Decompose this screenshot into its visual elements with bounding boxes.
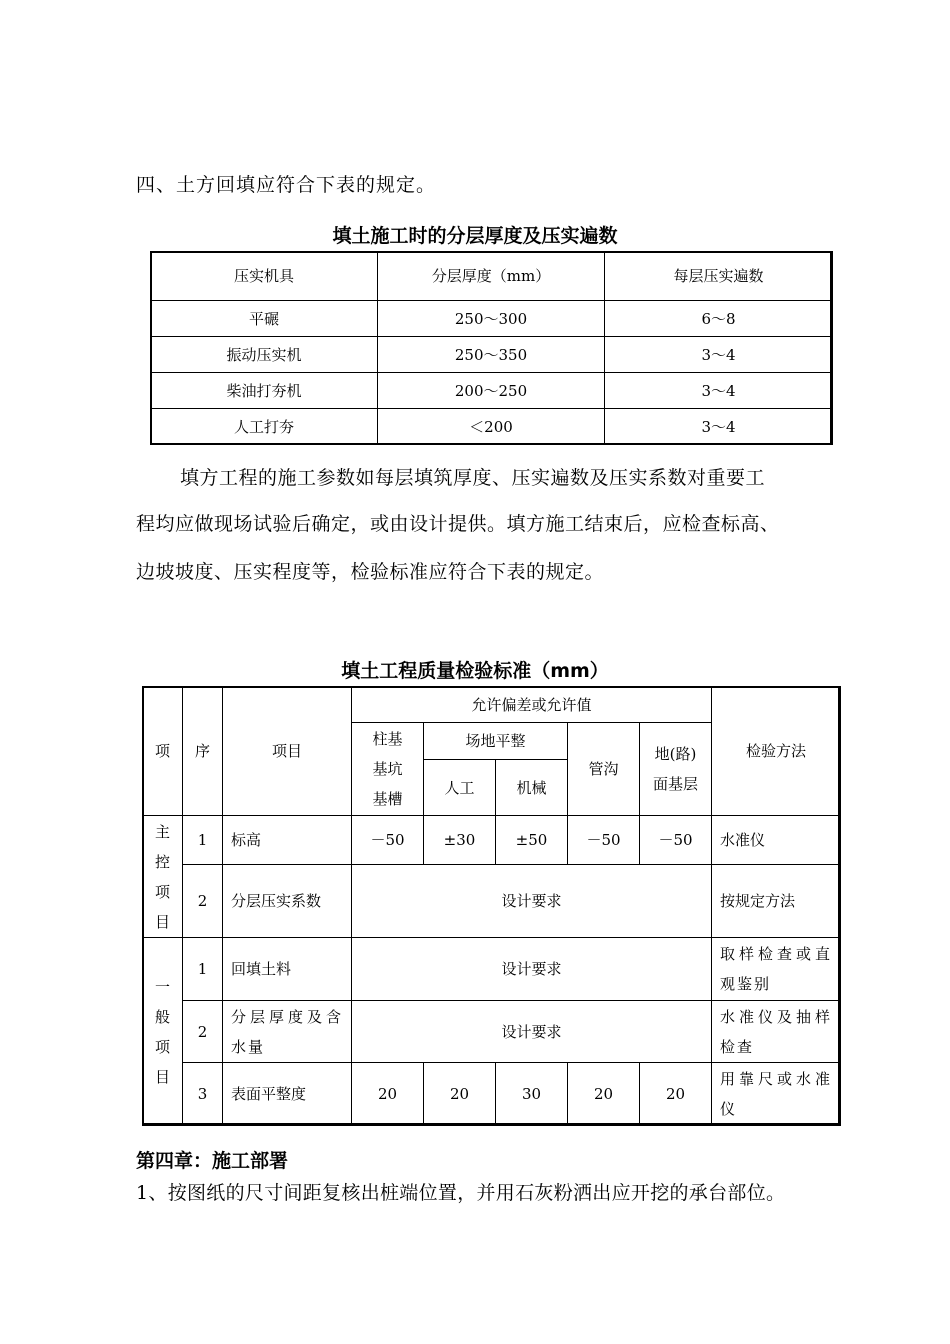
row-method: 水准仪 (712, 816, 841, 865)
row-method: 取样检查或直观鉴别 (712, 938, 841, 1001)
paragraph-line: 边坡坡度、压实程度等，检验标准应符合下表的规定。 (136, 561, 605, 583)
table1-cell: 柴油打夯机 (151, 373, 378, 409)
row-no: 2 (183, 865, 223, 938)
header-machine: 机械 (496, 760, 568, 816)
header-trench: 管沟 (568, 723, 640, 816)
row-value: 20 (424, 1063, 496, 1126)
step-one: 1、按图纸的尺寸间距复核出桩端位置，并用石灰粉洒出应开挖的承台部位。 (136, 1182, 786, 1204)
row-value: 20 (352, 1063, 424, 1126)
row-item: 标高 (223, 816, 352, 865)
row-value: 设计要求 (352, 1001, 712, 1063)
header-road-base: 地(路) 面基层 (640, 723, 712, 816)
header-xu: 序 (183, 687, 223, 816)
header-xiang: 项 (143, 687, 183, 816)
table1-header-machine: 压实机具 (151, 252, 378, 301)
row-value: －50 (352, 816, 424, 865)
header-method: 检验方法 (712, 687, 841, 816)
compaction-table (150, 251, 833, 445)
table2-caption: 填土工程质量检验标准（mm） (341, 660, 609, 682)
row-item: 回填土料 (223, 938, 352, 1001)
header-manual: 人工 (424, 760, 496, 816)
row-no: 1 (183, 816, 223, 865)
row-value: ±30 (424, 816, 496, 865)
paragraph-line: 程均应做现场试验后确定，或由设计提供。填方施工结束后，应检查标高、 (136, 513, 780, 535)
row-value: －50 (640, 816, 712, 865)
table1-caption: 填土施工时的分层厚度及压实遍数 (332, 225, 618, 247)
row-value: 20 (640, 1063, 712, 1126)
table1-cell: 振动压实机 (151, 337, 378, 373)
table1-cell: 250～350 (378, 337, 605, 373)
table1-cell: 3～4 (605, 337, 833, 373)
row-value: 20 (568, 1063, 640, 1126)
row-method: 用靠尺或水准仪 (712, 1063, 841, 1126)
row-value: 设计要求 (352, 865, 712, 938)
row-value: ±50 (496, 816, 568, 865)
header-item: 项目 (223, 687, 352, 816)
row-value: －50 (568, 816, 640, 865)
row-item: 表面平整度 (223, 1063, 352, 1126)
row-method: 按规定方法 (712, 865, 841, 938)
row-no: 1 (183, 938, 223, 1001)
section-heading: 四、土方回填应符合下表的规定。 (136, 174, 437, 196)
table1-cell: 平碾 (151, 301, 378, 337)
quality-table (142, 686, 841, 1126)
paragraph-line: 填方工程的施工参数如每层填筑厚度、压实遍数及压实系数对重要工 (180, 467, 766, 489)
table1-cell: 人工打夯 (151, 409, 378, 445)
chapter-title: 第四章：施工部署 (136, 1150, 289, 1172)
table1-cell: 200～250 (378, 373, 605, 409)
header-allowance: 允许偏差或允许值 (352, 687, 712, 723)
row-item: 分层压实系数 (223, 865, 352, 938)
row-value: 设计要求 (352, 938, 712, 1001)
table1-header-thickness: 分层厚度（mm） (378, 252, 605, 301)
table1-header-passes: 每层压实遍数 (605, 252, 833, 301)
header-site-leveling: 场地平整 (424, 723, 568, 760)
table1-cell: 250～300 (378, 301, 605, 337)
table1-cell: 6～8 (605, 301, 833, 337)
group-general: 一 般 项 目 (143, 938, 183, 1126)
table1-cell: ＜200 (378, 409, 605, 445)
row-no: 3 (183, 1063, 223, 1126)
header-pile: 柱基 基坑 基槽 (352, 723, 424, 816)
row-item: 分层厚度及含水量 (223, 1001, 352, 1063)
row-no: 2 (183, 1001, 223, 1063)
row-value: 30 (496, 1063, 568, 1126)
table1-cell: 3～4 (605, 373, 833, 409)
group-main-control: 主 控 项 目 (143, 816, 183, 938)
row-method: 水准仪及抽样检查 (712, 1001, 841, 1063)
table1-cell: 3～4 (605, 409, 833, 445)
